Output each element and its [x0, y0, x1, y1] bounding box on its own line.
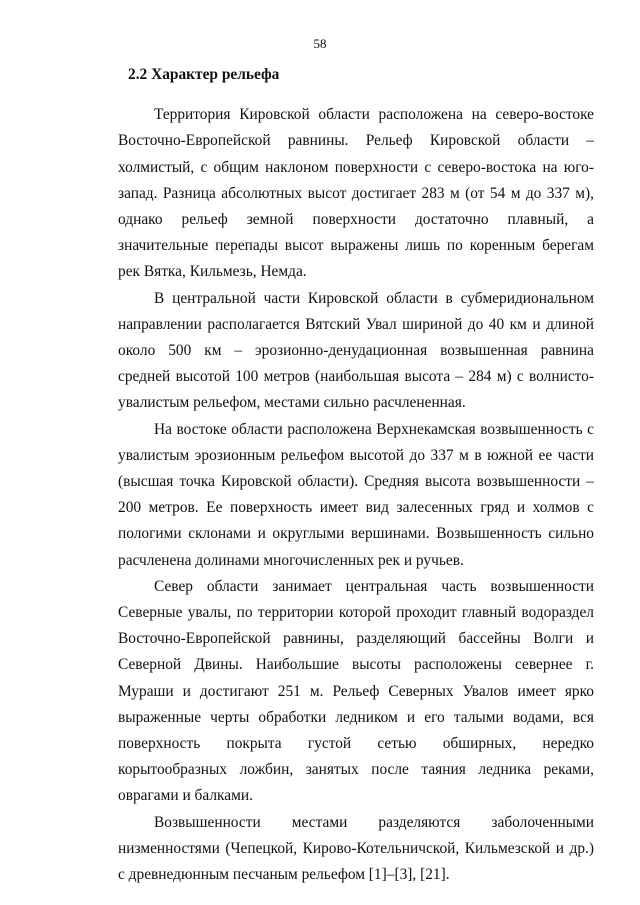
paragraph-verkhnekamsk-upland: На востоке области расположена Верхнекамская возвышенность с увалистым эрозионным рельефом высотой до 337 м в южной ее части (высшая точка Кировской области). Средняя высота возвышенности – 200 метров. Ее поверхность имеет вид залесенных гряд и холмов с пологими склонами и округлыми вершинами. Возвышенность сильно расчленена долинами многочисленных рек и ручьев. — [118, 420, 594, 569]
paragraph-lowlands: Возвышенности местами разделяются заболоченными низменностями (Чепецкой, Кирово-Котельничской, Кильмезской и др.) с древнедюнным песчаным рельефом [1]–[3], [21]. — [118, 813, 594, 884]
section-heading: 2.2 Характер рельефа — [128, 66, 280, 83]
document-body — [118, 62, 594, 888]
paragraph-northern-uvaly: Север области занимает центральная часть возвышенности Северные увалы, по территории которой проходит главный водораздел Восточно-Европейской равнины, разделяющий бассейны Волги и Северной Двины. Наибольшие высоты расположены севернее г. Мураши и достигают 251 м. Рельеф Северных Увалов имеет ярко выраженные черты обработки ледником и его талыми водами, вся поверхность покрыта густой сетью обширных, нередко корытообразных ложбин, занятых после таяния ледника реками, оврагами и балками. — [118, 577, 594, 805]
page-number: 58 — [313, 36, 327, 51]
paragraph-vyatka-uval: В центральной части Кировской области в субмеридиональном направлении располагается Вятский Увал шириной до 40 км и длиной около 500 км – эрозионно-денудационная возвышенная равнина средней высотой 100 метров (наибольшая высота – 284 м) с волнисто-увалистым рельефом, местами сильно расчлененная. — [118, 289, 594, 412]
paragraph-territory: Территория Кировской области расположена на северо-востоке Восточно-Европейской равнины. Рельеф Кировской области – холмистый, с общим наклоном поверхности с северо-востока на юго-запад. Разница абсолютных высот достигает 283 м (от 54 м до 337 м), однако рельеф земной поверхности достаточно плавный, а значительные перепады высот выражены лишь по коренным берегам рек Вятка, Кильмезь, Немда. — [118, 106, 594, 281]
